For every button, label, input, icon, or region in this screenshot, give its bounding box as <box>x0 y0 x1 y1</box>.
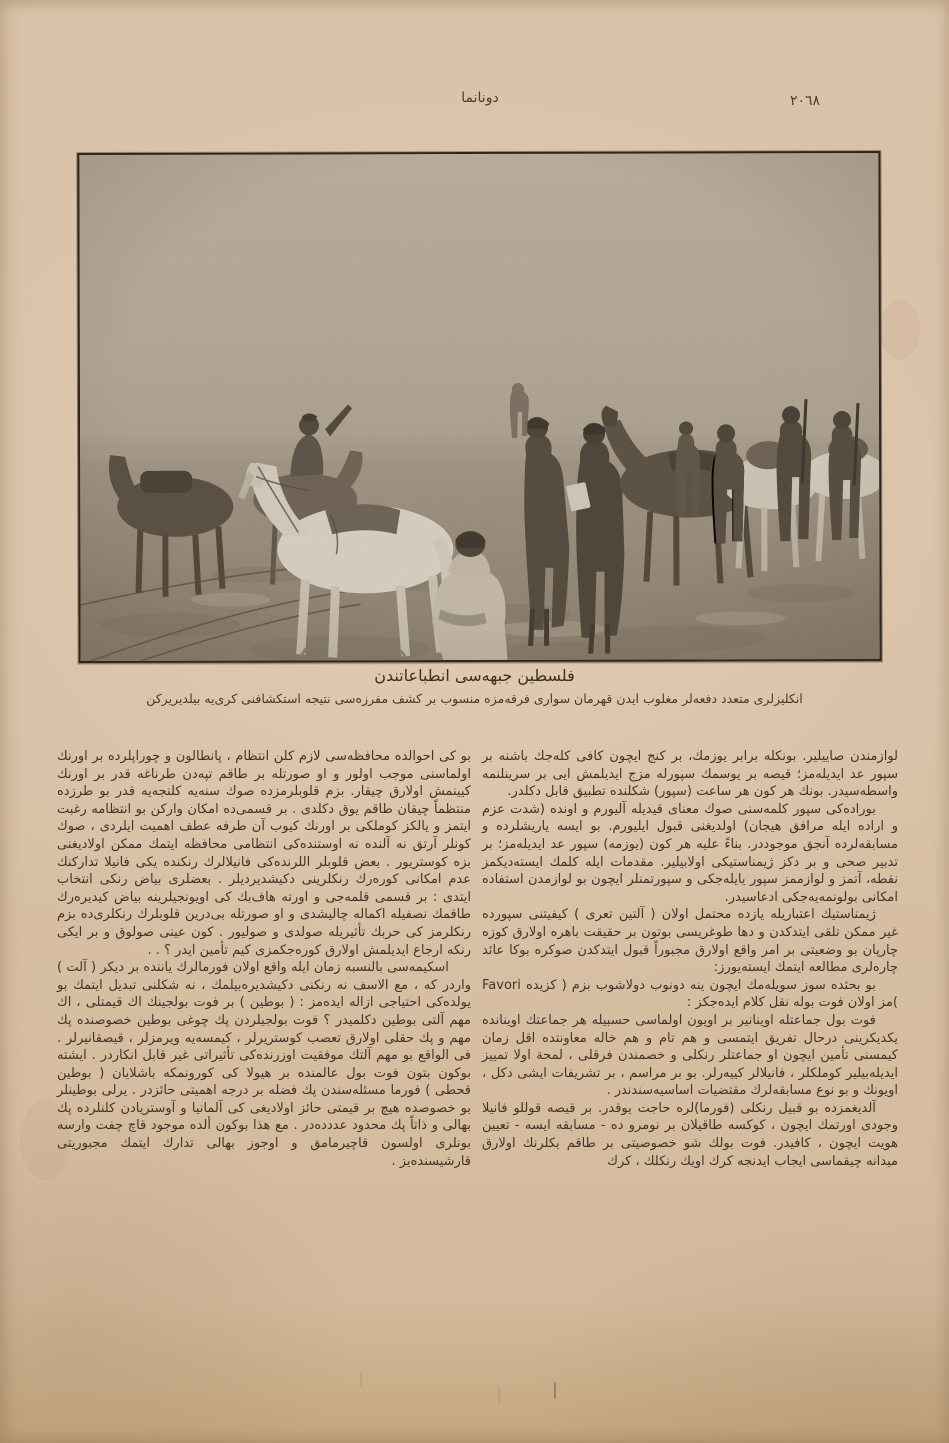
paragraph: لوازمندن صاييلير. بونكله برابر يوزمك، بر كنج ايچون كافى كله‌جك باشنه بر سپور عد ايديله‌مز؛ قيصه بر يوسمك سپورله مزج ايديلمش ايى بر سرينلنمه واسطه‌سيدر. بونك هر كون هر ساعت (سپور) شكلنده تطبيق قابل دكلدر. <box>482 749 898 800</box>
magazine-title: دونانما <box>461 90 499 106</box>
article-column-right <box>482 748 898 1333</box>
paragraph: ژيمناستيك اعتباريله يازده محتمل اولان ( آلتين تعرى ) كيفيتنى سپورده غير ممكن تلقى ايتدكدن و دها طوغريسى بوتون بر حقيقت باهره اولارق كوزه چارپان بو وضعيتى بر امر واقع اولارق مجبوراً قبول ايتدكدن صوكره بوكا عائد چاره‌لرى مطالعه ايتمك ايسته‌يورز: <box>482 907 898 976</box>
caption-body: انكليزلرى متعدد دفعه‌لر مغلوب ايدن قهرمان سوارى فرقه‌مزه منسوب بر كشف مفرزه‌سى نتيجه استكشافنى كرى‌يه بيلديريركن <box>146 691 803 706</box>
ink-mark <box>554 1382 556 1399</box>
paragraph: بوراده‌كى سپور كلمه‌سنى صوك معناى قيديله آليورم و اونده (شدت عزم و اراده ايله مرافق هيجان) اولديغنى قبول ايليورم. بو ايسه ياريشلرده و مسابقه‌لرده آنجق موجوددر. بناءً عليه هر كون (يوزمه) سپور عد ايديله‌مز؛ بر تدبير صحى و بر دكز ژيمناستيكى اولابيلير. مقدمات ايله كلمك ايسته‌ديكمز نقطه، آتمز و لوازممز سپور يايله‌جكى و سپورتمنلر ايچون بو لوازمدن استفاده امكانى بولونمه‌يه‌جكى ادعاسيدر. <box>482 801 898 905</box>
paper-blotch <box>880 300 920 360</box>
page-number: ٢٠٦٨ <box>789 93 821 109</box>
caption-title: فلسطين جبهه‌سى انطباعاتندن <box>374 666 575 685</box>
paragraph: اسكيمه‌سى بالنسبه زمان ايله واقع اولان فورمالرك ياننده بر ديكر ( آلت ) واردر كه ، مع الاسف نه رنكنى دكيشديره‌بيلمك ، نه شكلنى تبديل ايتمك بو يولده‌كى احتياجى ازاله ايده‌مز : ( بوطين ) بر فوت بولجينك اك قيمتلى ، اك مهم آلتى بوطين دكلميدر ؟ فوت بولجيلردن پك چوغى بوطين خصوصنده پك مهم و پك حقلى اولارق تعصب كوستريرلر ، كيمسه‌يه ويرمزلر ، قيصقانيرلر . فى الواقع بو مهم آلتك موفقيت اوزرنده‌كى تأثيراتى غير قابل انكاردر . ايشته بوكون بتون فوت بول عالمنده بر هيولا كى كورونمكه باشلايان ( بوطين قحطى ) فورما مسئله‌سندن پك فضله بر درجه اهميتى حائزدر . يرلى بوطينلر بو خصوصده هيچ بر قيمتى حائز اولاديغى كى آلمانيا و آوستريادن كلنلرده پك بهالى و ذاتاً پك محدود عددده‌در . مع هذا بوكون ألده موجود قاچ چفت وارسه بونلرى اولسون قاچيرمامق و اوجوز بهالى تدارك ايتمك مجبوريتى قارشيسنده‌يز . <box>57 960 471 1169</box>
article-column-left <box>57 748 471 1333</box>
paragraph: فوت بول جماعتله اوينانير بر اويون اولماسى حسبيله هر جماعتك اوينانده يكديكرينى درحال تفريق ايتمسى و هم تام و هم خاله معاونتده اقل زمان كيمسنى تأمين ايچون او جماعتلر رنكلى و خصمندن فرقلى ، لمحة اولا تمييز ايديله‌بيلير كوملكلر ، فانيلالر كييه‌رلر. بو بر مراسم ، بر تشريفات ايشى دكل ، اويونك و بو نوع مسابقه‌لرك مقتضيات اساسيه‌سندندر . <box>482 1012 898 1099</box>
photo-illustration <box>79 153 879 661</box>
paragraph: آلديغمزده بو قبيل رنكلى (فورما)لره حاجت يوقدر. بر قيصه قوللو فانيلا وجودى اورتمك ايچون ، كوكسه طاقيلان بر نومرو ده - مسابقه ايسه - تعيين هويت ايچون ، كافيدر. فوت بولك شو خصوصيتى بر طاقم بكلرنك اولارق ميدانه چيقماسى ايجاب ايدنجه كرك اويك رنكلك ، كرك <box>482 1100 898 1169</box>
photo-caption <box>60 666 889 706</box>
cavalry-photograph <box>77 151 881 663</box>
paragraph: بو بحثده سوز سويله‌مك ايچون ينه دونوب دولاشوب بزم ( كزيده Favori )مز اولان فوت بوله نقل كلام ايده‌جكز : <box>482 977 898 1011</box>
paragraph: بو كى احوالده محافظه‌سى لازم كلن انتظام ، پانطالون و چوراپلرده بر اورنك اولماسنى موجب اولور و او صورتله بر طاقم تپه‌دن طرناغه قدر بر اورنك كيينمش اولارق چيقار. بزم قلوبلرمزده صوك سنه‌يه كلنجه‌يه قدر بو طرزده منتظماً چيقان طاقم يوق دكلدى . بر قسمى‌ده امكان واركن بو انتظامه رغبت ايتمز و يالكز كوملكى بر اورنك كيوب آن طرفه عطف اهميت ايلردى ، صوك كونلر آرتق نه آلنده نه اوستنده‌كى انتظامى محافظه ايتمك ممكن اولاديغنى بزه كوستريور . بعض قلوبلر اللرنده‌كى فانيلالرك رنكنده يكى فانيلا تداركنك عدم امكانى كوره‌رك رنكلرينى دكيشديرديلر . بعضلرى بياض رنكى انتخاب ايتدى : بر قسمى قلمه‌جى و اورته هاف‌بك كى اويونجيلرينه بياض كيديره‌رك طاقمك نصفيله اكماله چاليشدى و او صورتله بى‌درين قلوبلرك رنكلرى‌ده بزم رنكلرمز كى حربك تأثيريله صولدى و صوليور . كون عينى صولوق و بر ايكى رنكه ارجاع ايديلمش اولارق كوره‌جكمزى كيم تأمين ايدر ؟ . . <box>57 749 471 958</box>
